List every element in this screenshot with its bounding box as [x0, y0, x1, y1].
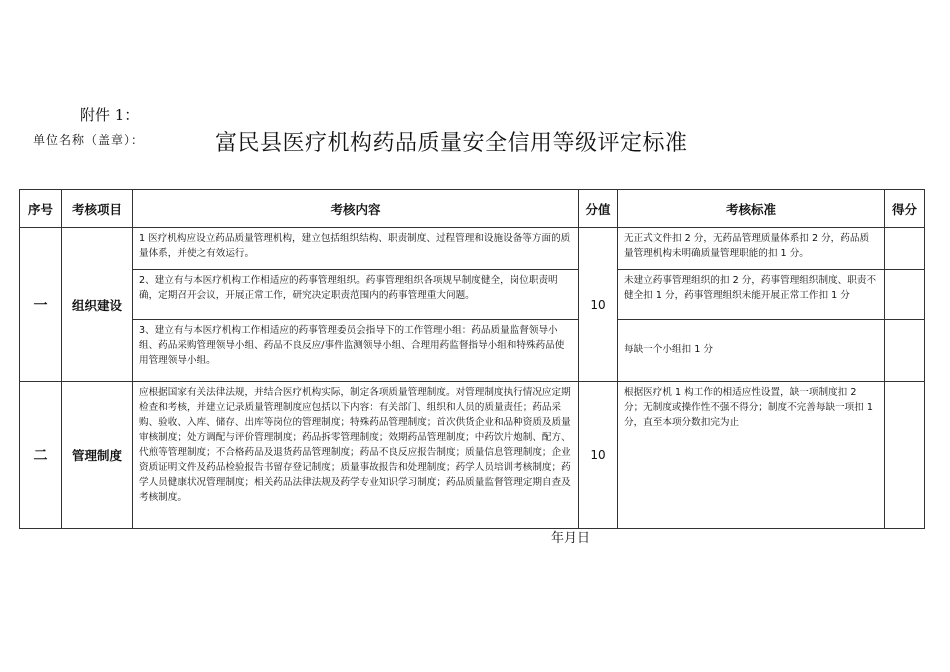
document-title: 富民县医疗机构药品质量安全信用等级评定标准 [215, 131, 688, 156]
section-item: 管理制度 [62, 382, 133, 529]
column-header-seq: 序号 [20, 190, 62, 228]
table-row [20, 228, 925, 270]
section-seq: 一 [20, 228, 62, 382]
standard-cell: 未建立药事管理组织的扣 2 分，药事管理组织制度、职责不健全扣 1 分，药事管理组织未能开展正常工作扣 1 分 [618, 270, 885, 320]
unit-name-label: 单位名称（盖章）： [33, 133, 145, 147]
points-cell[interactable] [885, 320, 925, 382]
standard-cell: 无正式文件扣 2 分，无药品管理质量体系扣 2 分，药品质量管理机构未明确质量管理职能的扣 1 分。 [618, 228, 885, 270]
table-row [20, 270, 925, 320]
column-header-points: 得分 [885, 190, 925, 228]
points-cell[interactable] [885, 228, 925, 270]
column-header-content: 考核内容 [133, 190, 579, 228]
column-header-standard: 考核标准 [618, 190, 885, 228]
footer-date: 年月日 [551, 531, 591, 546]
content-cell: 2、建立有与本医疗机构工作相适应的药事管理组织。药事管理组织各项规早制度健全，岗位职责明确，定期召开会议，开展正常工作，研究决定职责范围内的药事管理重大问题。 [133, 270, 579, 320]
table-row [20, 320, 925, 382]
standard-cell: 每缺一个小组扣 1 分 [618, 320, 885, 382]
attachment-label: 附件 1： [80, 106, 140, 124]
table-row [20, 382, 925, 529]
content-cell: 应根据国家有关法律法规，并结合医疗机构实际，制定各项质量管理制度。对管理制度执行情况应定期检查和考核，并建立记录质量管理制度应包括以下内容：有关部门、组织和人员的质量责任；药品采购、验收、入库、储存、出库等岗位的管理制度；特殊药品管理制度；首次供货企业和品种资质及质量审核制度；处方调配与评价管理制度；药品拆零管理制度；效期药品管理制度；中药饮片炮制、配方、代煎等管理制度；不合格药品及退货药品管理制度；药品不良反应报告制度；质量信息管理制度；企业资质证明文件及药品检验报告书留存登记制度；质量事故报告和处理制度；药学人员培训考核制度；药学人员健康状况管理制度；相关药品法律法规及药学专业知识学习制度；药品质量监督管理定期自查及考核制度。 [133, 382, 579, 529]
points-cell[interactable] [885, 382, 925, 529]
column-header-score: 分值 [579, 190, 618, 228]
content-cell: 1 医疗机构应设立药品质量管理机构，建立包括组织结构、职责制度、过程管理和设施设备等方面的质量体系，并使之有效运行。 [133, 228, 579, 270]
points-cell[interactable] [885, 270, 925, 320]
evaluation-table [19, 189, 925, 529]
content-cell: 3、建立有与本医疗机构工作相适应的药事管理委员会指导下的工作管理小组：药品质量监督领导小组、药品采购管理领导小组、药品不良反应/事件监测领导小组、合理用药监督指导小组和特殊药品使用管理领导小组。 [133, 320, 579, 382]
score-cell: 10 [579, 228, 618, 382]
score-cell: 10 [579, 382, 618, 529]
section-item: 组织建设 [62, 228, 133, 382]
section-seq: 二 [20, 382, 62, 529]
column-header-item: 考核项目 [62, 190, 133, 228]
standard-cell: 根据医疗机 1 构工作的相适应性设置，缺一项制度扣 2 分；无制度或操作性不强不得分；制度不完善每缺一项扣 1 分，直至本项分数扣完为止 [618, 382, 885, 529]
table-header-row [20, 190, 925, 228]
